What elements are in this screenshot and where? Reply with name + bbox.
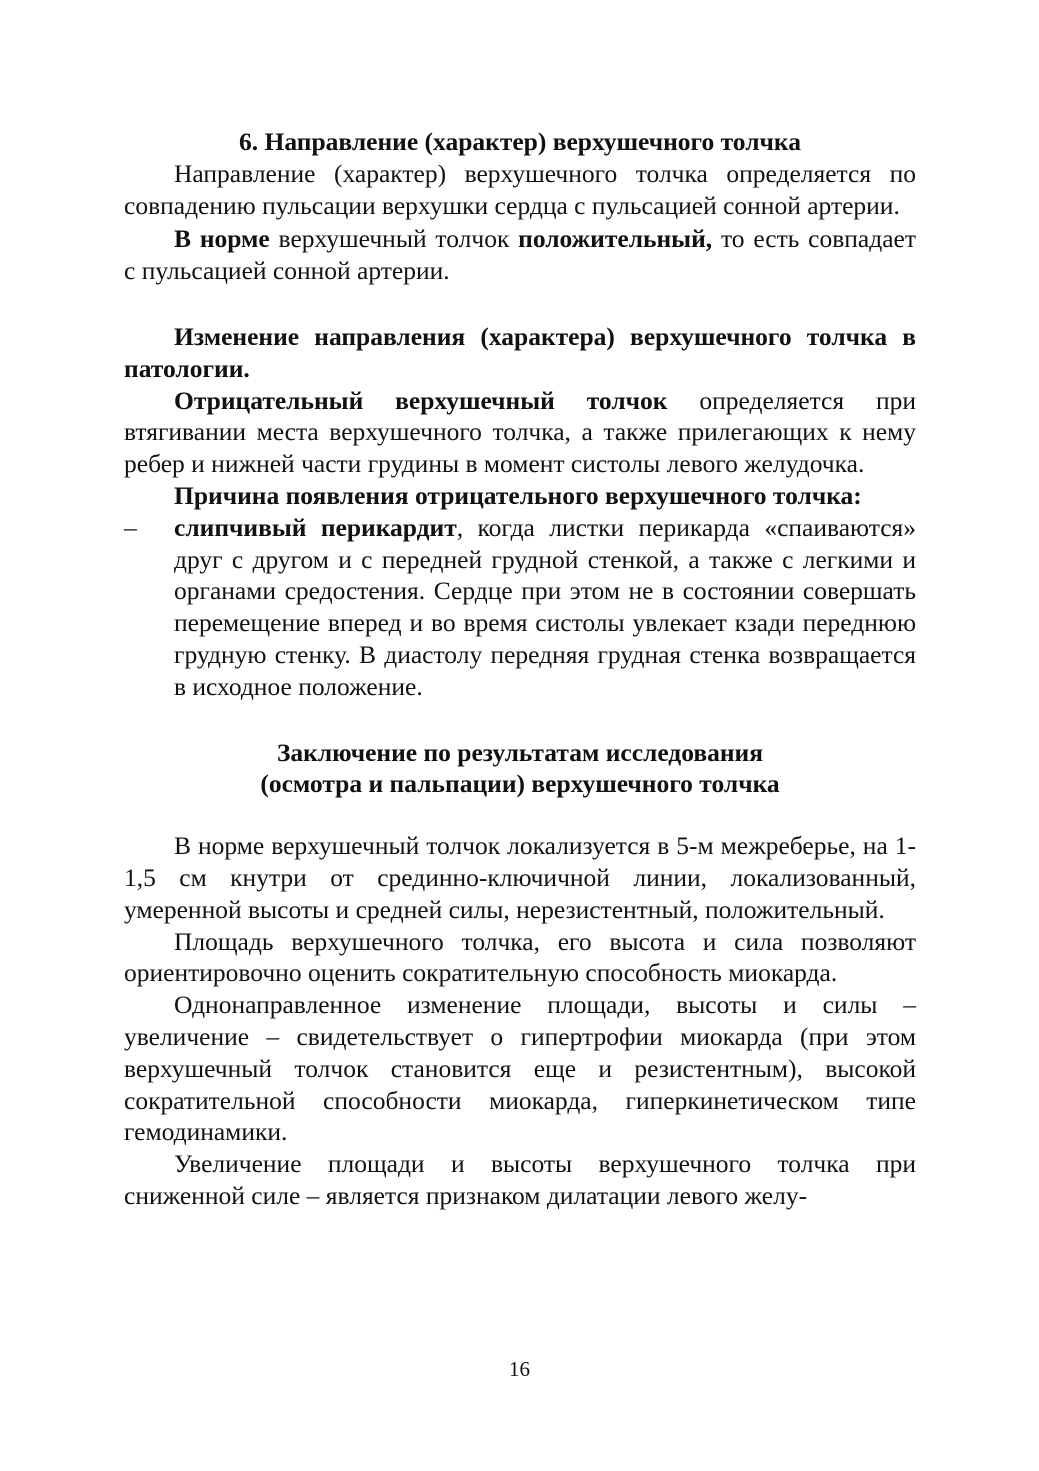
positive-label: положительный, [518, 224, 713, 254]
conclusion-title-line-2: (осмотра и пальпации) верхушечного толчка [260, 769, 780, 799]
conclusion-paragraph-1: В норме верхушечный толчок локализуется в 5-м межреберье, на 1-1,5 см кнутри от срединно-ключичной линии, локализованный, умеренной высоты и средней силы, нерезистентный, положительный. [124, 831, 916, 924]
pathology-paragraph-1 [124, 385, 916, 480]
list-dash: – [124, 512, 137, 542]
section-6-title: 6. Направление (характер) верхушечного толчка [239, 127, 801, 156]
conclusion-paragraph-3: Однонаправленное изменение площади, высоты и силы – увеличение – свидетельствует о гипертрофии миокарда (при этом верхушечный толчок становится еще и резистентным), высокой сократительной способности миокарда, гиперкинетическом типе гемодинамики. [124, 990, 916, 1147]
cause-title: Причина появления отрицательного верхушечного толчка: [174, 480, 862, 510]
page-content [124, 126, 916, 1212]
section-6-paragraph-2 [124, 223, 916, 287]
page-number: 16 [509, 1357, 530, 1381]
pathology-title: Изменение направления (характера) верхушечного толчка в патологии. [124, 321, 916, 383]
conclusion-paragraph-4: Увеличение площади и высоты верхушечного толчка при сниженной силе – является признаком дилатации левого желу- [124, 1149, 916, 1210]
norm-text-1: верхушечный толчок [269, 224, 519, 254]
norm-text-2: то есть совпадает с пульсацией сонной артерии. [124, 224, 917, 286]
list-item-term: слипчивый перикардит [174, 512, 457, 542]
list-item-text: , когда листки перикарда «спаиваются» друг с другом и с передней грудной стенкой, а также с легкими и органами средостения. Сердце при этом не в состоянии совершать перемещение вперед и во время систолы увлекает кзади переднюю грудную стенку. В диастолу передняя грудная стенка возвращается в исходное положение. [174, 512, 916, 701]
norm-label: В норме [174, 224, 270, 254]
conclusion-title-line-1: Заключение по результатам исследования [276, 737, 764, 767]
list-item-body [174, 512, 916, 703]
conclusion-paragraph-2: Площадь верхушечного толчка, его высота и сила позволяют ориентировочно оценить сократительную способность миокарда. [124, 926, 916, 988]
section-6-paragraph-1: Направление (характер) верхушечного толчка определяется по совпадению пульсации верхушки сердца с пульсацией сонной артерии. [124, 158, 916, 220]
negative-impulse-text: определяется при втягивании места верхушечного толчка, а также прилегающих к нему ребер и нижней части грудины в момент систолы левого желудочка. [124, 385, 916, 479]
list-item [124, 512, 916, 703]
negative-impulse-label: Отрицательный верхушечный толчок [174, 385, 668, 415]
